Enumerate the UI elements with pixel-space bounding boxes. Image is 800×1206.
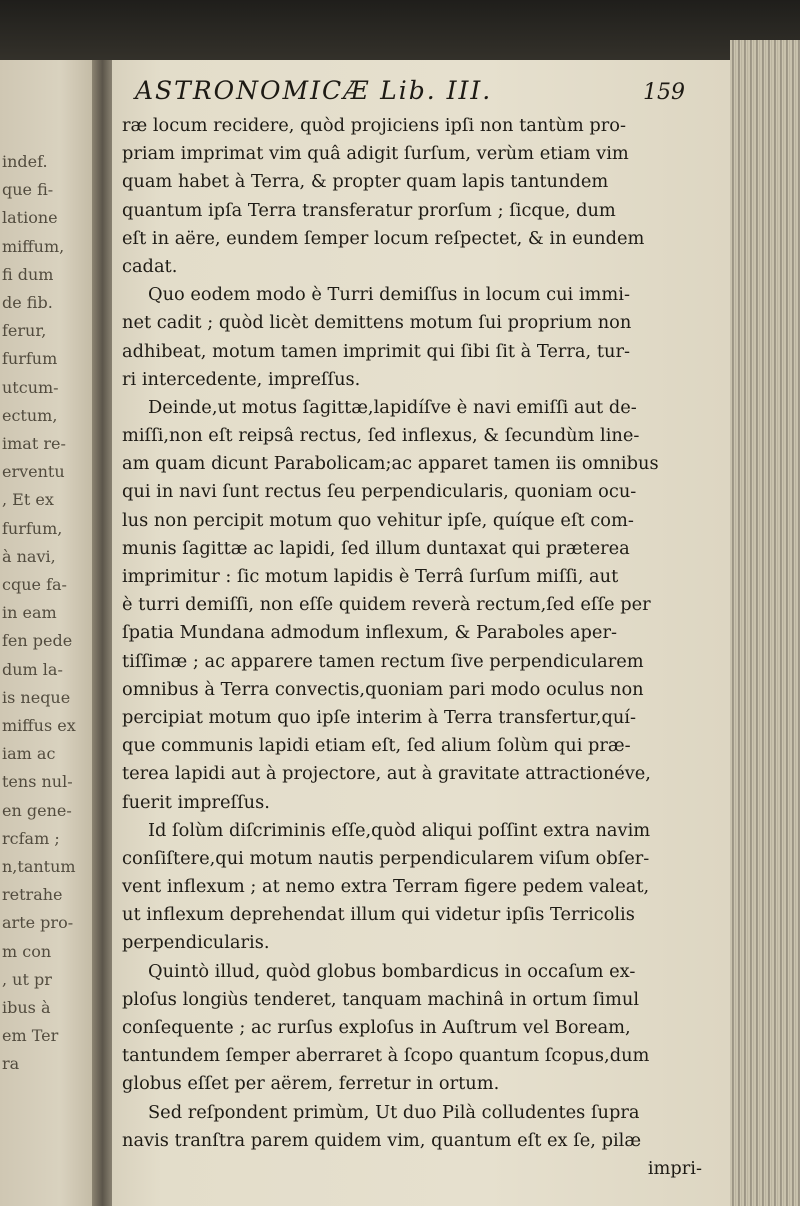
text-line: cadat. (122, 255, 178, 277)
facing-page-text: que fi- (2, 180, 54, 200)
text-line: Quintò illud, quòd globus bombardicus in occaſum ex- (148, 960, 636, 982)
text-line: imprimitur : ſic motum lapidis è Terrâ ſurſum miſſi, aut (122, 566, 619, 587)
text-line: ploſus longiùs tenderet, tanquam machinâ in ortum ſimul (122, 988, 640, 1010)
page-header (125, 76, 685, 110)
text-line: Deinde,ut motus ſagittæ,lapidíſve è navi emiſſi aut de- (148, 396, 637, 418)
facing-page-text: tens nul- (2, 772, 73, 792)
facing-page-text: em Ter (2, 1026, 59, 1046)
facing-page-text: imat re- (2, 434, 66, 453)
text-line: vent inflexum ; at nemo extra Terram figere pedem valeat, (122, 876, 650, 898)
facing-page-text: retrahe (2, 885, 63, 905)
facing-page-text: iam ac (2, 744, 56, 764)
facing-page-text: cque fa- (2, 575, 67, 594)
facing-page-text: , ut pr (2, 969, 52, 989)
facing-page-text: furfum, (2, 518, 63, 538)
text-line: tiſſimæ ; ac apparere tamen rectum ſive perpendicularem (122, 650, 644, 672)
text-line: quantum ipſa Terra transferatur prorſum ; ſicque, dum (122, 199, 616, 221)
text-line: ut inflexum deprehendat illum qui videtur ipſis Terricolis (122, 904, 635, 926)
text-line: adhibeat, motum tamen imprimit qui ſibi ſit à Terra, tur- (122, 340, 630, 362)
facing-page-text: ibus à (2, 998, 51, 1017)
facing-page-text: m con (2, 941, 52, 961)
facing-page-text: miffum, (2, 236, 65, 256)
text-line: conſiſtere,qui motum nautis perpendicularem viſum obſer- (122, 847, 650, 869)
text-line: Quo eodem modo è Turri demiſſus in locum cui immi- (148, 284, 630, 306)
text-line: navis tranſtra parem quidem vim, quantum eſt ex ſe, pilæ (122, 1129, 642, 1151)
facing-page-text: latione (2, 208, 58, 228)
facing-page-text: rcfam ; (2, 828, 60, 848)
text-line: percipiat motum quo ipſe interim à Terra transfertur,quí- (122, 706, 636, 728)
text-line: globus eſſet per aërem, ferretur in ortum. (122, 1073, 500, 1095)
text-line: è turri demiſſi, non eſſe quidem reverà rectum,ſed eſſe per (122, 594, 651, 616)
running-title: ASTRONOMICÆ Lib. III. (135, 76, 493, 105)
facing-page-text: ectum, (2, 405, 58, 425)
facing-page-text: miffus ex (2, 716, 76, 735)
facing-page-text: erventu (2, 462, 65, 482)
page-fore-edge (730, 40, 800, 1206)
text-line: priam imprimat vim quâ adigit ſurſum, verùm etiam vim (122, 143, 629, 165)
text-line: Id ſolùm diſcriminis eſſe,quòd aliqui poſſint extra navim (148, 819, 651, 841)
text-line: omnibus à Terra convectis,quoniam pari modo oculus non (122, 678, 644, 700)
text-line: am quam dicunt Parabolicam;ac apparet tamen iis omnibus (122, 453, 659, 475)
facing-page-text: utcum- (2, 377, 59, 397)
text-line: ri intercedente, impreſſus. (122, 368, 361, 390)
facing-page-text: in eam (2, 603, 57, 623)
text-line: net cadit ; quòd licèt demittens motum ſui proprium non (122, 312, 632, 334)
facing-page-text: furfum (2, 349, 58, 369)
facing-page-text: indef. (2, 152, 48, 171)
facing-page-text: ferur, (2, 321, 47, 341)
text-line: terea lapidi aut à projectore, aut à gravitate attractionéve, (122, 763, 651, 785)
body-text (122, 112, 722, 1183)
facing-page-text: dum la- (2, 659, 63, 679)
facing-page-text: à navi, (2, 546, 56, 566)
text-line: eſt in aëre, eundem ſemper locum reſpectet, & in eundem (122, 227, 645, 249)
facing-page-text: n,tantum (2, 857, 76, 876)
facing-page-text: , Et ex (2, 490, 54, 510)
facing-page-text: fen pede (2, 631, 73, 651)
facing-page-text: arte pro- (2, 913, 74, 933)
text-line: quam habet à Terra, & propter quam lapis tantundem (122, 171, 609, 193)
page-number: 159 (643, 80, 685, 105)
text-line: perpendicularis. (122, 932, 270, 954)
facing-page-text: ra (2, 1054, 20, 1074)
facing-page-text: de fib. (2, 293, 53, 312)
text-line: ſpatia Mundana admodum inflexum, & Paraboles aper- (122, 622, 617, 644)
text-line: impri- (647, 1157, 702, 1179)
text-line: munis ſagittæ ac lapidi, ſed illum duntaxat qui præterea (122, 537, 630, 559)
text-line: ræ locum recidere, quòd projiciens ipſi non tantùm pro- (122, 115, 626, 136)
text-line: lus non percipit motum quo vehitur ipſe, quíque eſt com- (122, 509, 634, 531)
text-line: conſequente ; ac rurſus exploſus in Auſtrum vel Boream, (122, 1017, 631, 1038)
facing-page-fragment (0, 60, 100, 1206)
text-line: que communis lapidi etiam eſt, ſed alium ſolùm qui præ- (122, 735, 631, 757)
text-line: tantundem ſemper aberraret à ſcopo quantum ſcopus,dum (122, 1045, 650, 1067)
text-line: miſſi,non eſt reipsâ rectus, ſed inflexus, & ſecundùm line- (122, 425, 640, 447)
text-line: qui in navi ſunt rectus ſeu perpendicularis, quoniam ocu- (122, 481, 637, 503)
facing-page-text: fi dum (2, 264, 54, 284)
facing-page-text: is neque (2, 687, 71, 707)
facing-page-text: en gene- (2, 800, 72, 820)
text-line: Sed reſpondent primùm, Ut duo Pilà colludentes ſupra (148, 1101, 640, 1123)
text-line: fuerit impreſſus. (122, 791, 270, 813)
